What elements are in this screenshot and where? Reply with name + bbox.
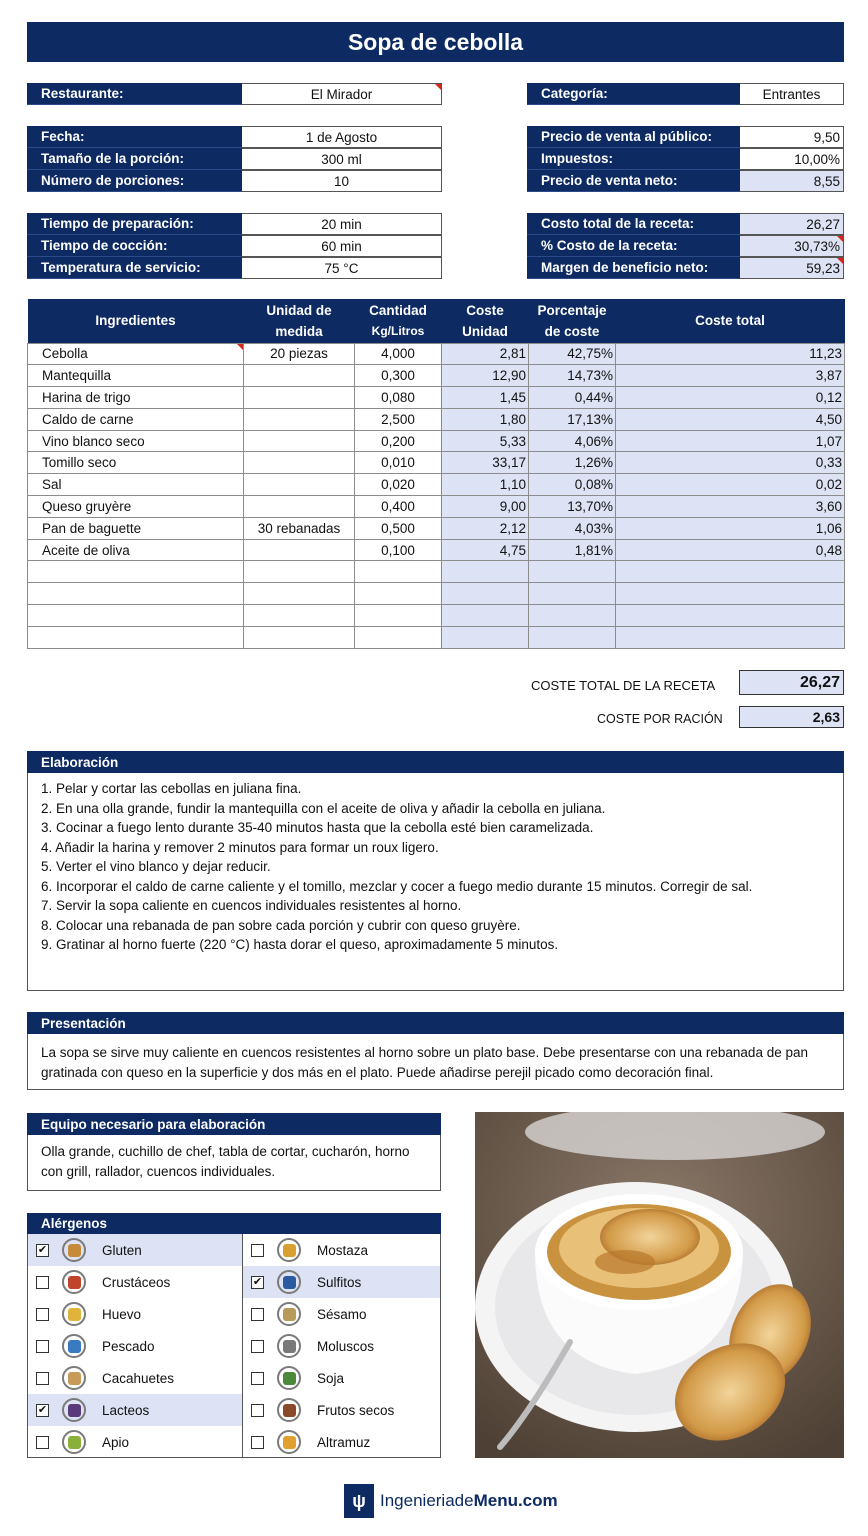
unit-cost-cell: 2,81	[442, 343, 529, 365]
table-row	[28, 408, 845, 430]
table-row	[28, 539, 845, 561]
category-value[interactable]: Entrantes	[740, 83, 844, 105]
allergen-name: Lacteos	[102, 1402, 150, 1418]
unit-cost-cell: 1,10	[442, 474, 529, 496]
total-cost-cell	[616, 605, 845, 627]
cost-percent-cell	[529, 626, 616, 648]
presentacion-title: Presentación	[27, 1012, 844, 1034]
header-unidad-2: medida	[244, 321, 355, 343]
allergen-item[interactable]	[243, 1426, 440, 1458]
cost-percent-cell: 0,08%	[529, 474, 616, 496]
portion-size-label: Tamaño de la porción:	[27, 148, 242, 170]
unit-cell[interactable]	[244, 626, 355, 648]
net-margin-label: Margen de beneficio neto:	[527, 257, 740, 279]
comment-marker-icon[interactable]	[837, 236, 843, 242]
price-block	[527, 126, 844, 192]
allergen-symbol-icon	[283, 1244, 296, 1257]
table-row	[28, 583, 845, 605]
portion-size-value[interactable]: 300 ml	[242, 148, 442, 170]
comment-marker-icon[interactable]	[837, 258, 843, 264]
unit-cell[interactable]	[244, 430, 355, 452]
step-line: 5. Verter el vino blanco y dejar reducir.	[41, 859, 271, 874]
table-row	[28, 430, 845, 452]
quantity-cell[interactable]: 0,400	[355, 496, 442, 518]
allergen-icon	[277, 1334, 301, 1358]
cost-pct-value	[740, 235, 844, 257]
header-porcentaje: Porcentaje	[529, 299, 616, 321]
cost-percent-cell: 42,75%	[529, 343, 616, 365]
serve-temp-label: Temperatura de servicio:	[27, 257, 242, 279]
quantity-cell[interactable]	[355, 626, 442, 648]
allergen-icon	[62, 1398, 86, 1422]
allergen-item[interactable]	[28, 1426, 242, 1458]
prep-time-label: Tiempo de preparación:	[27, 213, 242, 235]
net-margin-value	[740, 257, 844, 279]
per-serving-value: 2,63	[739, 706, 844, 728]
recipe-cost-label: Costo total de la receta:	[527, 213, 740, 235]
ingredient-cell[interactable]: Caldo de carne	[28, 408, 244, 430]
prep-time-value[interactable]: 20 min	[242, 213, 442, 235]
table-row	[28, 605, 845, 627]
total-cost-cell: 3,60	[616, 496, 845, 518]
elaboracion-body[interactable]	[27, 773, 844, 991]
equipo-section	[27, 1113, 441, 1191]
unit-cell[interactable]	[244, 387, 355, 409]
tax-value[interactable]: 10,00%	[740, 148, 844, 170]
allergen-item[interactable]	[28, 1266, 242, 1298]
elaboracion-section	[27, 751, 844, 991]
page-title: Sopa de cebolla	[27, 22, 844, 62]
allergen-icon	[62, 1238, 86, 1262]
allergen-icon	[277, 1366, 301, 1390]
allergen-item[interactable]	[28, 1394, 242, 1426]
brand-name	[380, 1491, 558, 1511]
allergen-name: Sulfitos	[317, 1274, 362, 1290]
header-coste-2: Unidad	[442, 321, 529, 343]
cost-percent-cell: 14,73%	[529, 365, 616, 387]
allergen-symbol-icon	[283, 1436, 296, 1449]
category-block	[527, 83, 844, 105]
brand-light: Ingenieriade	[380, 1491, 474, 1510]
presentacion-section	[27, 1012, 844, 1090]
allergen-name: Soja	[317, 1370, 345, 1386]
allergen-name: Pescado	[102, 1338, 155, 1354]
step-line: 6. Incorporar el caldo de carne caliente y el tomillo, mezclar y cocer a fuego medio durante 15 minutos. Corregir de sal.	[41, 878, 753, 894]
allergen-symbol-icon	[68, 1276, 81, 1289]
allergen-checkbox[interactable]	[251, 1308, 264, 1321]
table-row	[28, 561, 845, 583]
allergen-checkbox[interactable]	[251, 1244, 264, 1257]
onion-soup-image	[475, 1112, 844, 1458]
tax-label: Impuestos:	[527, 148, 740, 170]
allergen-icon	[277, 1430, 301, 1454]
step-line: 4. Añadir la harina y remover 2 minutos para formar un roux ligero.	[41, 839, 439, 855]
date-value[interactable]: 1 de Agosto	[242, 126, 442, 148]
quantity-cell[interactable]: 0,500	[355, 517, 442, 539]
step-line: 9. Gratinar al horno fuerte (220 °C) hasta dorar el queso, aproximadamente 5 minutos.	[41, 937, 559, 952]
allergen-item[interactable]	[28, 1234, 242, 1266]
ingredient-cell[interactable]	[28, 605, 244, 627]
allergen-checkbox[interactable]	[36, 1372, 49, 1385]
brand-bold: Menu.com	[473, 1491, 558, 1510]
unit-cell[interactable]	[244, 452, 355, 474]
comment-marker-icon[interactable]	[237, 344, 243, 350]
unit-cell[interactable]	[244, 605, 355, 627]
step-line: 2. En una olla grande, fundir la mantequilla con el aceite de oliva y añadir la cebolla en juliana.	[41, 800, 606, 816]
cost-pct-text: 30,73%	[794, 238, 840, 254]
ingredient-cell[interactable]	[28, 561, 244, 583]
header-coste-total: Coste total	[616, 299, 845, 343]
ingredient-cell[interactable]: Vino blanco seco	[28, 430, 244, 452]
unit-cost-cell: 2,12	[442, 517, 529, 539]
quantity-cell[interactable]: 0,100	[355, 539, 442, 561]
allergen-name: Sésamo	[317, 1306, 367, 1322]
unit-cost-cell: 4,75	[442, 539, 529, 561]
allergen-symbol-icon	[283, 1340, 296, 1353]
quantity-cell[interactable]: 0,010	[355, 452, 442, 474]
unit-cost-cell: 33,17	[442, 452, 529, 474]
total-cost-value: 26,27	[739, 670, 844, 695]
net-margin-text: 59,23	[806, 260, 840, 276]
cost-percent-cell	[529, 583, 616, 605]
total-cost-cell: 1,06	[616, 517, 845, 539]
allergen-item[interactable]	[28, 1298, 242, 1330]
cook-time-label: Tiempo de cocción:	[27, 235, 242, 257]
quantity-cell[interactable]: 0,300	[355, 365, 442, 387]
allergen-icon	[277, 1238, 301, 1262]
fork-knife-icon: ψ	[344, 1484, 374, 1518]
quantity-cell[interactable]	[355, 561, 442, 583]
unit-cost-cell: 5,33	[442, 430, 529, 452]
allergen-item[interactable]	[243, 1362, 440, 1394]
unit-cost-cell: 9,00	[442, 496, 529, 518]
alergenos-title: Alérgenos	[27, 1213, 441, 1234]
allergen-symbol-icon	[68, 1340, 81, 1353]
restaurant-value[interactable]	[242, 83, 442, 105]
allergen-name: Huevo	[102, 1306, 142, 1322]
total-cost-cell	[616, 626, 845, 648]
cost-pct-label: % Costo de la receta:	[527, 235, 740, 257]
allergen-name: Altramuz	[317, 1434, 371, 1450]
ingredient-cell[interactable]: Pan de baguette	[28, 517, 244, 539]
table-row	[28, 387, 845, 409]
unit-cost-cell	[442, 605, 529, 627]
allergen-icon	[62, 1334, 86, 1358]
restaurant-label: Restaurante:	[27, 83, 242, 105]
allergen-symbol-icon	[283, 1276, 296, 1289]
unit-cost-cell	[442, 561, 529, 583]
allergen-checkbox[interactable]	[251, 1404, 264, 1417]
unit-cell[interactable]	[244, 496, 355, 518]
table-row	[28, 517, 845, 539]
step-line: 7. Servir la sopa caliente en cuencos individuales resistentes al horno.	[41, 898, 462, 913]
table-row	[28, 452, 845, 474]
table-row	[28, 626, 845, 648]
unit-cell[interactable]: 20 piezas	[244, 343, 355, 365]
table-row	[28, 343, 845, 365]
allergen-name: Frutos secos	[317, 1402, 395, 1418]
total-cost-cell: 0,02	[616, 474, 845, 496]
allergen-symbol-icon	[68, 1308, 81, 1321]
allergen-checkbox[interactable]	[251, 1372, 264, 1385]
ingredient-cell[interactable]: Tomillo seco	[28, 452, 244, 474]
total-cost-cell	[616, 583, 845, 605]
equipo-title: Equipo necesario para elaboración	[27, 1113, 441, 1135]
cost-percent-cell: 1,26%	[529, 452, 616, 474]
unit-cost-cell	[442, 626, 529, 648]
unit-cell[interactable]	[244, 561, 355, 583]
total-cost-cell: 0,48	[616, 539, 845, 561]
ingredient-cell[interactable]: Harina de trigo	[28, 387, 244, 409]
allergen-symbol-icon	[283, 1308, 296, 1321]
quantity-cell[interactable]: 4,000	[355, 343, 442, 365]
ingredient-cell[interactable]: Queso gruyère	[28, 496, 244, 518]
allergen-item[interactable]	[243, 1330, 440, 1362]
table-row	[28, 365, 845, 387]
dish-photo	[475, 1112, 844, 1458]
step-line: 3. Cocinar a fuego lento durante 35-40 minutos hasta que la cebolla esté bien caramelizada.	[41, 820, 594, 835]
total-cost-cell: 0,33	[616, 452, 845, 474]
unit-cell[interactable]	[244, 365, 355, 387]
allergen-symbol-icon	[68, 1372, 81, 1385]
quantity-cell[interactable]	[355, 583, 442, 605]
equipo-text[interactable]: Olla grande, cuchillo de chef, tabla de cortar, cucharón, horno con grill, rallador, cuencos individuales.	[27, 1135, 441, 1191]
portions-value[interactable]: 10	[242, 170, 442, 192]
net-price-label: Precio de venta neto:	[527, 170, 740, 192]
cost-percent-cell: 17,13%	[529, 408, 616, 430]
total-cost-cell: 3,87	[616, 365, 845, 387]
allergen-icon	[62, 1302, 86, 1326]
header-unidad: Unidad de	[244, 299, 355, 321]
header-porcentaje-2: de coste	[529, 321, 616, 343]
unit-cell[interactable]	[244, 408, 355, 430]
header-ingredientes: Ingredientes	[28, 299, 244, 343]
cost-percent-cell: 1,81%	[529, 539, 616, 561]
allergen-checkbox[interactable]	[36, 1308, 49, 1321]
allergen-symbol-icon	[68, 1436, 81, 1449]
table-row	[28, 496, 845, 518]
portions-label: Número de porciones:	[27, 170, 242, 192]
allergen-symbol-icon	[283, 1372, 296, 1385]
allergen-icon	[62, 1430, 86, 1454]
allergen-checkbox[interactable]	[36, 1436, 49, 1449]
comment-marker-icon[interactable]	[435, 84, 441, 90]
step-line: 8. Colocar una rebanada de pan sobre cada porción y cubrir con queso gruyère.	[41, 917, 521, 933]
allergen-item[interactable]	[243, 1266, 440, 1298]
allergen-item[interactable]	[243, 1298, 440, 1330]
allergen-icon	[277, 1302, 301, 1326]
sale-price-value[interactable]: 9,50	[740, 126, 844, 148]
unit-cell[interactable]	[244, 583, 355, 605]
cost-percent-cell: 0,44%	[529, 387, 616, 409]
header-coste: Coste	[442, 299, 529, 321]
per-serving-label: COSTE POR RACIÓN	[597, 712, 723, 726]
elaboracion-title: Elaboración	[27, 751, 844, 773]
header-cantidad-2: Kg/Litros	[355, 321, 442, 343]
allergen-item[interactable]	[243, 1394, 440, 1426]
ingredients-body	[28, 343, 845, 648]
category-label: Categoría:	[527, 83, 740, 105]
total-cost-cell: 4,50	[616, 408, 845, 430]
header-cantidad: Cantidad	[355, 299, 442, 321]
cost-percent-cell: 4,06%	[529, 430, 616, 452]
allergen-symbol-icon	[68, 1244, 81, 1257]
allergen-name: Crustáceos	[102, 1274, 171, 1290]
quantity-cell[interactable]: 0,080	[355, 387, 442, 409]
time-block	[27, 213, 442, 279]
allergen-name: Mostaza	[317, 1242, 369, 1258]
unit-cell[interactable]	[244, 474, 355, 496]
unit-cost-cell: 12,90	[442, 365, 529, 387]
allergens-grid	[27, 1234, 441, 1458]
quantity-cell[interactable]	[355, 605, 442, 627]
allergen-checkbox[interactable]	[251, 1436, 264, 1449]
ingredient-cell[interactable]	[28, 626, 244, 648]
total-cost-cell: 11,23	[616, 343, 845, 365]
allergen-checkbox[interactable]	[36, 1276, 49, 1289]
cost-percent-cell: 4,03%	[529, 517, 616, 539]
total-cost-label: COSTE TOTAL DE LA RECETA	[531, 678, 716, 693]
allergen-checkbox[interactable]	[251, 1340, 264, 1353]
recipe-cost-value: 26,27	[740, 213, 844, 235]
allergen-name: Apio	[102, 1434, 130, 1450]
quantity-cell[interactable]: 2,500	[355, 408, 442, 430]
unit-cell[interactable]	[244, 539, 355, 561]
allergen-item[interactable]	[28, 1362, 242, 1394]
presentacion-text[interactable]: La sopa se sirve muy caliente en cuencos resistentes al horno sobre un plato base. Debe presentarse con una rebanada de pan gratinada con queso en la superficie y dos más en el plato. Puede añadirse perejil picado como decoración final.	[27, 1034, 844, 1090]
allergen-checkbox[interactable]: ✔	[252, 1275, 263, 1288]
unit-cost-cell: 1,80	[442, 408, 529, 430]
serve-temp-value[interactable]: 75 °C	[242, 257, 442, 279]
cook-time-value[interactable]: 60 min	[242, 235, 442, 257]
allergen-icon	[62, 1270, 86, 1294]
allergen-icon	[277, 1398, 301, 1422]
ingredient-cell[interactable]: Sal	[28, 474, 244, 496]
total-cost-cell: 0,12	[616, 387, 845, 409]
unit-cell[interactable]: 30 rebanadas	[244, 517, 355, 539]
total-cost-cell	[616, 561, 845, 583]
unit-cost-cell	[442, 583, 529, 605]
cost-percent-cell	[529, 605, 616, 627]
ingredient-cell[interactable]: Mantequilla	[28, 365, 244, 387]
allergen-symbol-icon	[283, 1404, 296, 1417]
ingredient-cell[interactable]: Aceite de oliva	[28, 539, 244, 561]
allergen-checkbox[interactable]: ✔	[37, 1403, 48, 1416]
allergen-name: Moluscos	[317, 1338, 375, 1354]
quantity-cell[interactable]: 0,020	[355, 474, 442, 496]
net-price-value: 8,55	[740, 170, 844, 192]
date-label: Fecha:	[27, 126, 242, 148]
portion-block	[27, 126, 442, 192]
cost-percent-cell: 13,70%	[529, 496, 616, 518]
restaurant-block	[27, 83, 442, 105]
quantity-cell[interactable]: 0,200	[355, 430, 442, 452]
allergen-item[interactable]	[243, 1234, 440, 1266]
allergen-name: Gluten	[102, 1242, 142, 1258]
allergen-symbol-icon	[68, 1404, 81, 1417]
ingredient-cell[interactable]: Cebolla	[28, 343, 244, 365]
total-cost-cell: 1,07	[616, 430, 845, 452]
allergen-icon	[62, 1366, 86, 1390]
step-line: 1. Pelar y cortar las cebollas en juliana fina.	[41, 781, 302, 796]
table-row	[28, 474, 845, 496]
sale-price-label: Precio de venta al público:	[527, 126, 740, 148]
allergen-icon	[277, 1270, 301, 1294]
footer-logo[interactable]	[344, 1484, 558, 1518]
allergen-name: Cacahuetes	[102, 1370, 175, 1386]
allergen-checkbox[interactable]	[36, 1340, 49, 1353]
ingredient-cell[interactable]	[28, 583, 244, 605]
unit-cost-cell: 1,45	[442, 387, 529, 409]
cost-block	[527, 213, 844, 279]
cost-percent-cell	[529, 561, 616, 583]
allergen-checkbox[interactable]: ✔	[37, 1243, 48, 1256]
allergen-item[interactable]	[28, 1330, 242, 1362]
restaurant-text: El Mirador	[310, 86, 373, 102]
ingredients-table	[27, 299, 845, 649]
